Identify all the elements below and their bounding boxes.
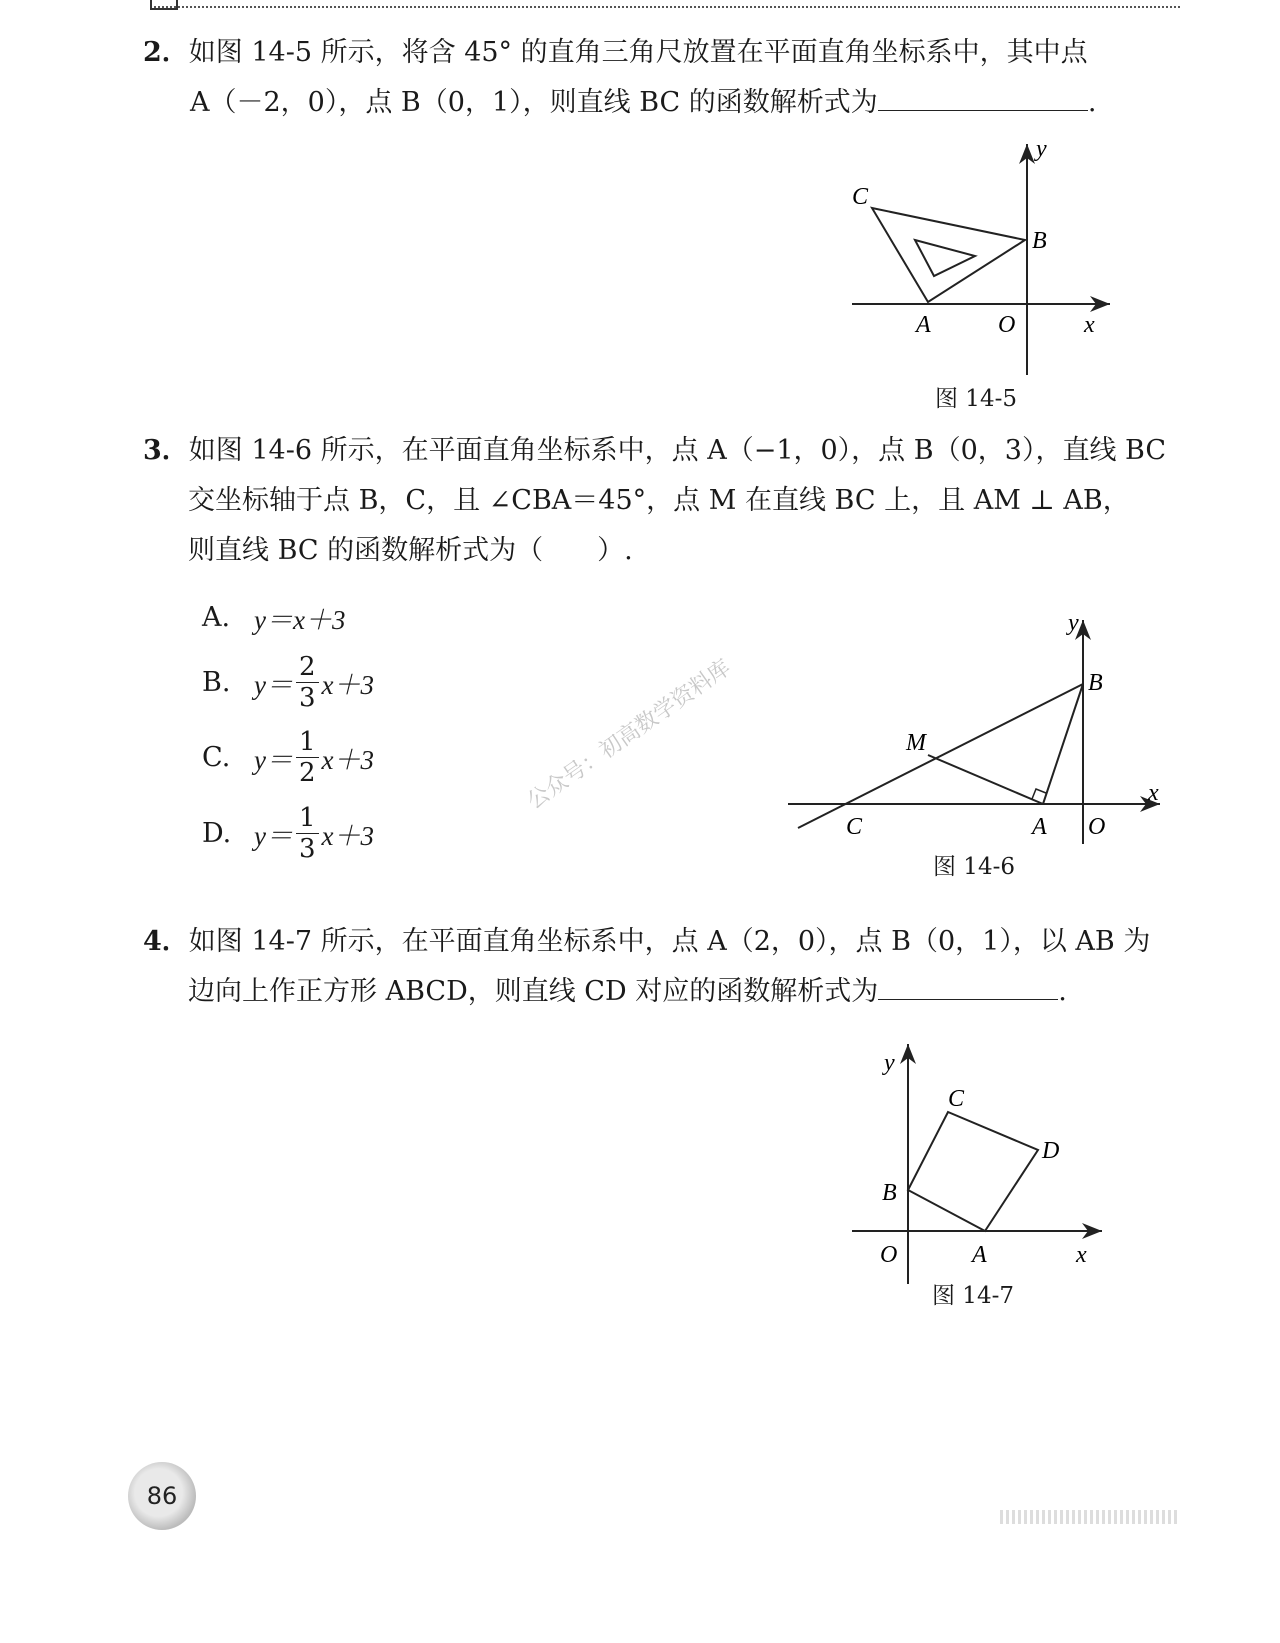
label-D: D [1042,1138,1060,1164]
figure-14-5-caption: 图 14-5 [935,386,1017,412]
top-corner-mark [150,0,178,10]
option-c-label: C. [202,741,231,773]
option-d-numerator: 1 [296,803,319,834]
option-c-numerator: 1 [296,727,319,758]
option-b-fraction [296,652,319,713]
label-C: C [948,1086,965,1112]
option-a-expr: y＝x＋3 [254,604,346,635]
label-O: O [1088,814,1106,840]
option-b-post: x＋3 [321,669,375,700]
label-x: x [1076,1242,1087,1268]
option-c-fraction [296,727,319,788]
q2-line1 [143,28,1088,78]
top-dotted-rule [150,0,1180,8]
segment-am [928,755,1043,804]
option-c-post: x＋3 [321,744,375,775]
figure-14-6-caption: 图 14-6 [933,854,1015,880]
q4-answer-blank[interactable] [878,969,1058,1000]
q4-text-line1: 如图 14-7 所示，在平面直角坐标系中，点 A（2，0），点 B（0，1），以 AB 为 [188,926,1151,957]
q3-option-d[interactable] [202,799,374,867]
q3-line2: 交坐标轴于点 B，C，且 ∠CBA＝45°，点 M 在直线 BC 上，且 AM ⊥ AB， [188,485,1130,516]
page-number: 86 [128,1462,196,1530]
option-b-denominator: 3 [298,682,316,713]
label-A: A [1032,814,1047,840]
label-y: y [1036,140,1047,162]
q4-text-line2: 边向上作正方形 ABCD，则直线 CD 对应的函数解析式为 [188,976,879,1007]
figure-14-5 [840,140,1120,385]
q2-number: 2． [143,37,189,68]
label-y: y [884,1050,895,1076]
label-x: x [1148,780,1159,806]
label-B: B [1088,670,1103,696]
right-angle-mark [1032,789,1046,799]
option-d-label: D. [202,817,232,849]
label-M: M [906,730,926,756]
q3-line1 [143,426,1166,476]
option-c-pre: y＝ [254,744,293,775]
q3-option-b[interactable] [202,648,374,716]
option-c-denominator: 2 [298,757,316,788]
q4-line2 [188,967,1067,1017]
q2-answer-blank[interactable] [878,80,1088,111]
q4-line1 [143,917,1150,967]
line-bc [798,684,1083,828]
q2-text-line1: 如图 14-5 所示，将含 45° 的直角三角尺放置在平面直角坐标系中，其中点 [188,37,1088,68]
q3-line3: 则直线 BC 的函数解析式为（ ）. [188,535,633,566]
figure-14-7 [840,1040,1120,1290]
label-O: O [998,312,1016,338]
option-b-numerator: 2 [296,652,319,683]
label-C: C [852,184,869,210]
triangle-inner [915,240,975,276]
q2-text-line2: A（－2，0），点 B（0，1），则直线 BC 的函数解析式为 [190,87,878,118]
q3-number: 3． [143,435,189,466]
q2-period: . [1087,87,1097,118]
triangle-outer [872,208,1025,302]
option-d-pre: y＝ [254,820,293,851]
label-A: A [972,1242,987,1268]
label-x: x [1084,312,1095,338]
q3-option-a[interactable] [202,597,345,637]
watermark: 公众号：初高数学资料库 [522,655,736,815]
option-d-denominator: 3 [298,833,316,864]
figure-14-7-caption: 图 14-7 [932,1283,1014,1309]
square-abcd [908,1112,1038,1231]
label-B: B [1032,228,1047,254]
option-d-fraction [296,803,319,864]
figure-14-6 [780,612,1180,852]
option-b-label: B. [202,666,231,698]
q2-line2 [190,78,1096,128]
q4-number: 4． [143,926,189,957]
option-d-post: x＋3 [321,820,375,851]
label-O: O [880,1242,898,1268]
q3-option-c[interactable] [202,723,374,791]
label-C: C [846,814,863,840]
option-a-label: A. [202,601,231,633]
option-b-pre: y＝ [254,669,293,700]
label-B: B [882,1180,897,1206]
q3-text-line1: 如图 14-6 所示，在平面直角坐标系中，点 A（−1，0），点 B（0，3），直线 BC [188,435,1167,466]
label-y: y [1068,612,1079,636]
q4-period: . [1058,976,1067,1007]
bottom-decorative-bar [1000,1510,1180,1524]
label-A: A [916,312,931,338]
